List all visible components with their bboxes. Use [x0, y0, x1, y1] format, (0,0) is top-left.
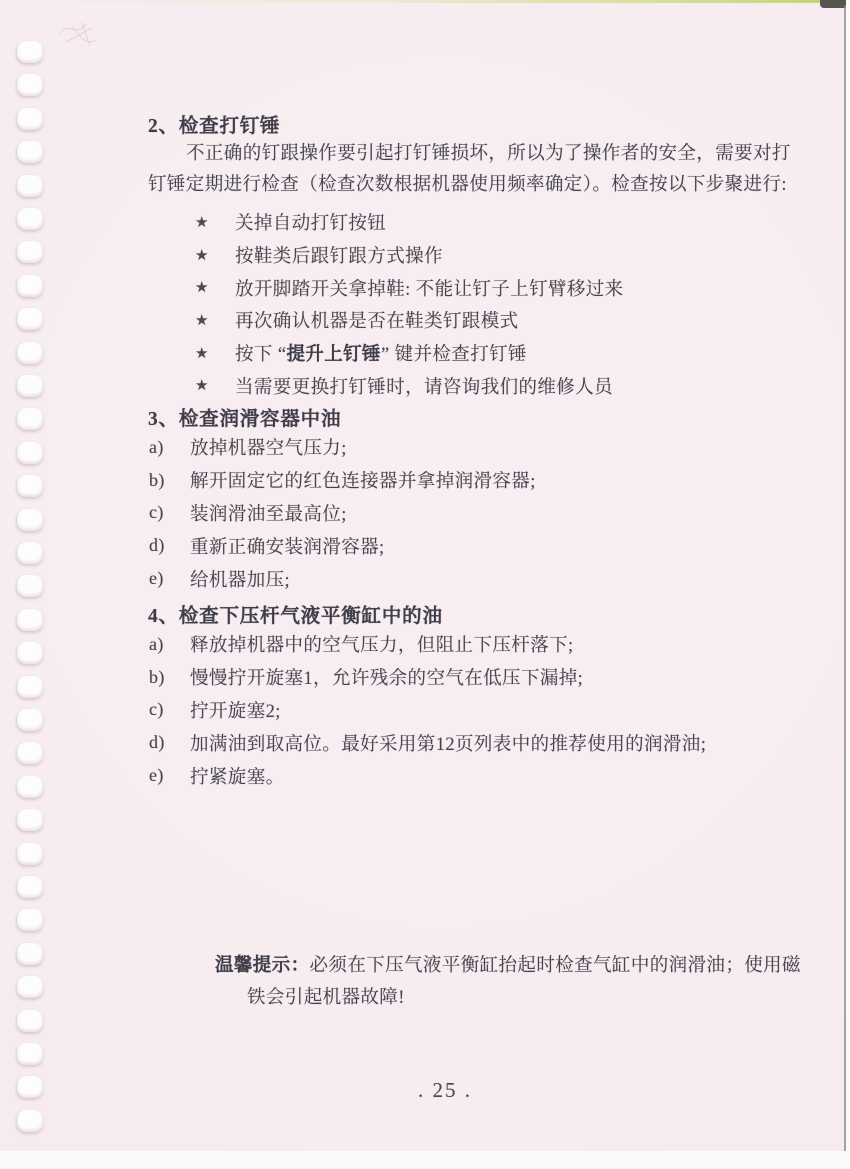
star-bullet-icon: ★	[195, 280, 209, 297]
scan-right-edge-line	[844, 5, 846, 1151]
binding-hole	[17, 642, 43, 664]
item-text: 给机器加压;	[190, 570, 291, 591]
binding-hole	[17, 976, 43, 998]
binding-hole	[17, 776, 43, 798]
star-list-item	[195, 271, 795, 304]
item-letter-label: c)	[149, 699, 164, 720]
binding-hole	[17, 141, 43, 163]
binding-hole	[17, 809, 43, 831]
binding-hole	[17, 275, 43, 297]
binding-hole	[17, 542, 43, 564]
binding-hole	[17, 74, 43, 96]
star-item-text: 再次确认机器是否在鞋类钉跟模式	[235, 312, 519, 333]
star-bullet-icon: ★	[195, 312, 209, 329]
list-item	[149, 726, 797, 759]
warning-label: 温馨提示：	[215, 956, 310, 976]
section-3-list	[149, 431, 797, 595]
page-number: . 25 .	[418, 1078, 472, 1102]
star-list-item	[195, 239, 795, 272]
item-text: 重新正确安装润滑容器;	[190, 537, 385, 558]
item-letter-label: c)	[149, 502, 164, 523]
scan-top-edge	[0, 0, 850, 3]
star-bullet-icon: ★	[195, 214, 209, 231]
item-text: 拧开旋塞2;	[190, 701, 281, 722]
list-item	[149, 694, 797, 727]
list-item	[149, 562, 797, 595]
binding-hole	[17, 241, 43, 263]
item-text: 放掉机器空气压力;	[190, 439, 347, 460]
item-text: 加满油到取高位。最好采用第12页列表中的推荐使用的润滑油;	[190, 734, 707, 755]
list-item	[149, 628, 797, 661]
star-item-text: 放开脚踏开关拿掉鞋: 不能让钉子上钉臂移过来	[235, 279, 624, 300]
binding-hole	[17, 308, 43, 330]
binding-hole	[17, 1010, 43, 1032]
binding-hole	[17, 408, 43, 430]
warning-note	[215, 950, 815, 1014]
binding-hole	[17, 1076, 43, 1098]
section-3-heading: 3、检查润滑容器中油	[148, 409, 342, 430]
list-item	[149, 759, 797, 792]
star-list-item	[195, 206, 795, 239]
list-item	[149, 497, 797, 530]
star-item-text: 关掉自动打钉按钮	[235, 214, 387, 235]
binding-hole	[17, 208, 43, 230]
binding-hole	[17, 175, 43, 197]
scan-right-margin	[846, 0, 850, 1169]
item-letter-label: d)	[149, 535, 165, 556]
binding-hole	[17, 475, 43, 497]
press-key-suffix: ” 键并检查打钉锤	[380, 345, 527, 366]
item-letter-label: e)	[149, 765, 164, 786]
list-item	[149, 431, 797, 464]
star-item-text: 按鞋类后跟钉跟方式操作	[235, 247, 443, 268]
binding-hole	[17, 108, 43, 130]
press-key-prefix: 按下 “	[235, 345, 287, 366]
binding-hole	[17, 709, 43, 731]
star-item-text: 当需要更换打钉锤时，请咨询我们的维修人员	[235, 377, 614, 398]
list-item	[149, 661, 797, 694]
star-list-item	[195, 304, 795, 337]
item-text: 装润滑油至最高位;	[190, 504, 347, 525]
binding-hole	[17, 1043, 43, 1065]
binding-hole	[17, 41, 43, 63]
star-list-item	[195, 369, 795, 402]
pencil-scribble	[52, 12, 114, 58]
binding-hole	[17, 575, 43, 597]
binding-hole	[17, 843, 43, 865]
item-letter-label: b)	[149, 469, 165, 490]
binding-hole	[17, 375, 43, 397]
item-text: 慢慢拧开旋塞1，允许残余的空气在低压下漏掉;	[190, 669, 584, 690]
warning-line-2: 铁会引起机器故障!	[247, 988, 405, 1008]
binding-hole	[17, 876, 43, 898]
star-bullet-icon: ★	[195, 378, 209, 395]
binding-hole	[17, 509, 43, 531]
binding-hole	[17, 943, 43, 965]
item-letter-label: d)	[149, 732, 165, 753]
binding-hole	[17, 676, 43, 698]
list-item	[149, 529, 797, 562]
binding-hole	[17, 442, 43, 464]
binding-hole	[17, 742, 43, 764]
item-letter-label: a)	[149, 436, 164, 457]
press-key-name: 提升上钉锤	[286, 345, 381, 366]
star-bullet-icon: ★	[195, 345, 209, 362]
warning-text-1: 必须在下压气液平衡缸抬起时检查气缸中的润滑油；使用磁	[309, 956, 801, 976]
star-bullet-icon: ★	[195, 247, 209, 264]
section-2-paragraph: 不正确的钉跟操作要引起打钉锤损坏，所以为了操作者的安全，需要对打钉锤定期进行检查（检查次数根据机器使用频率确定）。检查按以下步聚进行:	[148, 144, 791, 195]
item-text: 拧紧旋塞。	[190, 767, 285, 788]
binding-hole	[17, 1110, 43, 1132]
section-4-heading: 4、检查下压杆气液平衡缸中的油	[148, 606, 443, 627]
item-letter-label: e)	[149, 568, 164, 589]
binding-hole	[17, 342, 43, 364]
section-4-list	[149, 628, 797, 792]
list-item	[149, 464, 797, 497]
section-2-heading: 2、检查打钉锤	[148, 116, 281, 137]
binding-hole	[17, 909, 43, 931]
item-text: 释放掉机器中的空气压力，但阻止下压杆落下;	[190, 636, 574, 657]
item-letter-label: a)	[149, 633, 164, 654]
item-text: 解开固定它的红色连接器并拿掉润滑容器;	[190, 472, 536, 493]
item-letter-label: b)	[149, 666, 165, 687]
star-item-text	[235, 340, 527, 366]
star-list	[195, 206, 795, 402]
warning-line-1	[215, 950, 815, 982]
binding-hole	[17, 609, 43, 631]
scan-bottom-edge	[0, 1151, 850, 1169]
star-list-item	[195, 337, 795, 370]
